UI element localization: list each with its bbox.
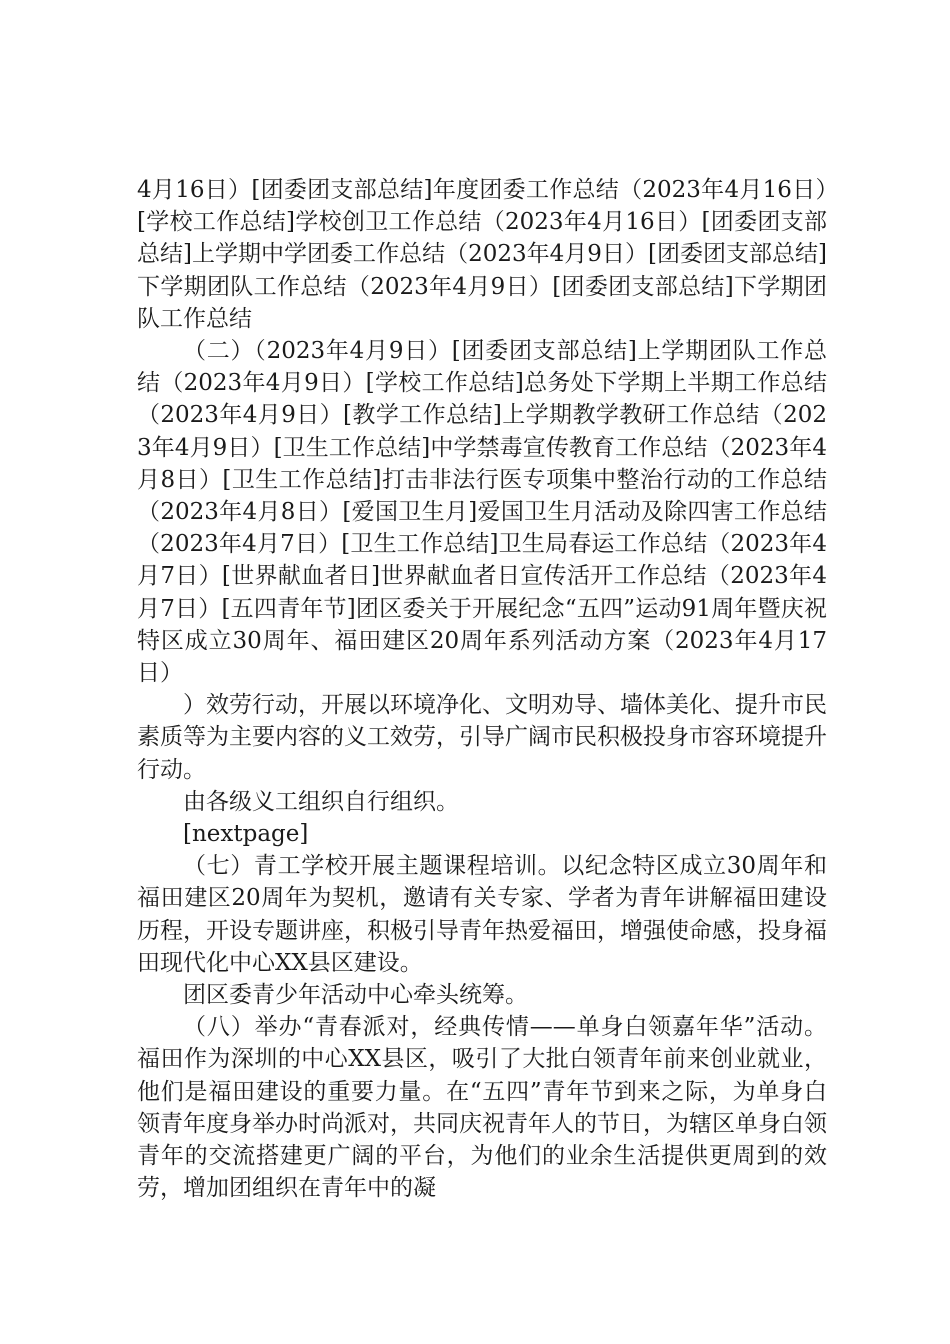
paragraph-section-eight: （八）举办“青春派对，经典传情——单身白领嘉年华”活动。福田作为深圳的中心XX县区，吸引了大批白领青年前来创业就业，他们是福田建设的重要力量。在“五四”青年节到来之际，为单身白领青年度身举办时尚派对，共同庆祝青年人的节日，为辖区单身白领青年的交流搭建更广阔的平台，为他们的业余生活提供更周到的效劳，增加团组织在青年中的凝 [137, 1014, 827, 1202]
document-body [137, 174, 827, 1205]
paragraph-nextpage-marker: [nextpage] [183, 821, 309, 848]
paragraph-lead-organizer: 团区委青少年活动中心牵头统筹。 [183, 982, 528, 1009]
paragraph-organizer-note: 由各级义工组织自行组织。 [183, 788, 459, 815]
paragraph-section-two: （二）（2023年4月9日）[团委团支部总结]上学期团队工作总结（2023年4月9日）[学校工作总结]总务处下学期上半期工作总结（2023年4月9日）[教学工作总结]上学期教学教研工作总结（2023年4月9日）[卫生工作总结]中学禁毒宣传教育工作总结（2023年4月8日）[卫生工作总结]打击非法行医专项集中整治行动的工作总结（2023年4月8日）[爱国卫生月]爱国卫生月活动及除四害工作总结（2023年4月7日）[卫生工作总结]卫生局春运工作总结（2023年4月7日）[世界献血者日]世界献血者日宣传活开工作总结（2023年4月7日）[五四青年节]团区委关于开展纪念“五四”运动91周年暨庆祝特区成立30周年、福田建区20周年系列活动方案（2023年4月17日） [137, 338, 827, 687]
paragraph-volunteer-service: ）效劳行动，开展以环境净化、文明劝导、墙体美化、提升市民素质等为主要内容的义工效劳，引导广阔市民积极投身市容环境提升行动。 [137, 692, 827, 783]
paragraph-section-seven: （七）青工学校开展主题课程培训。以纪念特区成立30周年和福田建区20周年为契机，邀请有关专家、学者为青年讲解福田建设历程，开设专题讲座，积极引导青年热爱福田，增强使命感，投身福田现代化中心XX县区建设。 [137, 853, 827, 976]
paragraph-continuation: 4月16日）[团委团支部总结]年度团委工作总结（2023年4月16日）[学校工作总结]学校创卫工作总结（2023年4月16日）[团委团支部总结]上学期中学团委工作总结（2023年4月9日）[团委团支部总结]下学期团队工作总结（2023年4月9日）[团委团支部总结]下学期团队工作总结 [137, 177, 827, 332]
